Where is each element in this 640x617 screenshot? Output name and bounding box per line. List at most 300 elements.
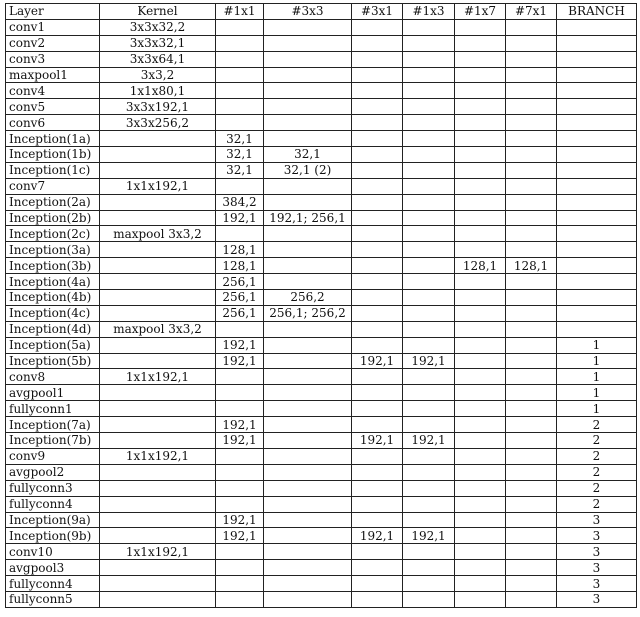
table-cell-layer: conv4 <box>6 83 100 99</box>
table-cell-c1x3 <box>403 51 455 67</box>
table-cell-c3x3 <box>264 51 352 67</box>
table-cell-c3x3 <box>264 337 352 353</box>
table-cell-c1x1: 384,2 <box>216 194 264 210</box>
table-cell-branch: 2 <box>557 464 637 480</box>
table-cell-c7x1 <box>506 448 557 464</box>
table-cell-c7x1 <box>506 115 557 131</box>
table-cell-c3x1 <box>352 591 403 607</box>
table-cell-c1x1 <box>216 99 264 115</box>
table-cell-c1x7 <box>455 67 506 83</box>
table-cell-c1x7 <box>455 591 506 607</box>
column-header-1x3: #1x3 <box>403 4 455 20</box>
table-row <box>6 83 637 99</box>
table-cell-layer: fullyconn5 <box>6 591 100 607</box>
table-cell-branch: 3 <box>557 512 637 528</box>
table-cell-c3x1 <box>352 448 403 464</box>
table-row <box>6 35 637 51</box>
table-cell-c1x1 <box>216 67 264 83</box>
table-cell-c7x1 <box>506 67 557 83</box>
table-cell-layer: conv5 <box>6 99 100 115</box>
table-cell-kernel <box>100 147 216 163</box>
table-cell-layer: conv6 <box>6 115 100 131</box>
table-cell-c1x1 <box>216 480 264 496</box>
table-cell-c1x1: 256,1 <box>216 274 264 290</box>
table-cell-c1x3 <box>403 401 455 417</box>
table-cell-kernel <box>100 480 216 496</box>
table-cell-c1x1: 192,1 <box>216 337 264 353</box>
table-cell-c3x3 <box>264 35 352 51</box>
table-cell-branch <box>557 210 637 226</box>
table-cell-c1x7 <box>455 226 506 242</box>
table-cell-c1x7 <box>455 417 506 433</box>
table-cell-c3x1 <box>352 496 403 512</box>
table-cell-c3x3 <box>264 258 352 274</box>
table-cell-c7x1 <box>506 242 557 258</box>
table-cell-c1x1: 256,1 <box>216 305 264 321</box>
table-cell-branch: 3 <box>557 576 637 592</box>
table-cell-c1x7 <box>455 83 506 99</box>
table-cell-c1x3 <box>403 560 455 576</box>
table-cell-c3x3 <box>264 178 352 194</box>
table-cell-c1x1 <box>216 385 264 401</box>
table-cell-layer: Inception(1b) <box>6 147 100 163</box>
table-cell-c3x3 <box>264 19 352 35</box>
table-cell-kernel <box>100 512 216 528</box>
table-cell-layer: Inception(9b) <box>6 528 100 544</box>
table-cell-layer: Inception(3a) <box>6 242 100 258</box>
table-cell-branch <box>557 178 637 194</box>
table-cell-c1x3 <box>403 242 455 258</box>
table-cell-branch <box>557 67 637 83</box>
table-cell-c3x1 <box>352 210 403 226</box>
table-cell-branch <box>557 290 637 306</box>
table-cell-c7x1 <box>506 560 557 576</box>
table-cell-c7x1 <box>506 99 557 115</box>
table-cell-c3x3 <box>264 560 352 576</box>
table-cell-c3x1 <box>352 67 403 83</box>
table-cell-c1x3 <box>403 147 455 163</box>
table-cell-c1x1: 256,1 <box>216 290 264 306</box>
table-cell-c3x3: 256,2 <box>264 290 352 306</box>
table-cell-c1x3 <box>403 321 455 337</box>
table-cell-kernel <box>100 417 216 433</box>
table-cell-c1x7 <box>455 385 506 401</box>
table-cell-c1x7 <box>455 51 506 67</box>
table-cell-layer: conv8 <box>6 369 100 385</box>
table-cell-c1x7 <box>455 162 506 178</box>
table-cell-c1x7 <box>455 210 506 226</box>
table-cell-c1x1 <box>216 576 264 592</box>
table-cell-c3x1 <box>352 51 403 67</box>
table-cell-c1x3 <box>403 178 455 194</box>
table-cell-c1x1: 192,1 <box>216 210 264 226</box>
table-cell-c3x3 <box>264 496 352 512</box>
table-cell-c3x1 <box>352 480 403 496</box>
table-cell-c1x7 <box>455 480 506 496</box>
table-cell-c1x7 <box>455 544 506 560</box>
table-cell-kernel <box>100 242 216 258</box>
table-cell-c1x3: 192,1 <box>403 528 455 544</box>
table-cell-c3x3 <box>264 385 352 401</box>
table-row <box>6 19 637 35</box>
table-cell-c3x1 <box>352 385 403 401</box>
table-cell-c3x3: 32,1 (2) <box>264 162 352 178</box>
table-cell-c1x1: 192,1 <box>216 433 264 449</box>
table-cell-layer: conv1 <box>6 19 100 35</box>
table-header-row <box>6 4 637 20</box>
table-cell-c1x3 <box>403 194 455 210</box>
table-cell-c3x3 <box>264 242 352 258</box>
table-cell-c3x1 <box>352 512 403 528</box>
table-cell-c1x3 <box>403 162 455 178</box>
table-cell-kernel <box>100 528 216 544</box>
table-cell-c7x1 <box>506 194 557 210</box>
table-cell-c7x1 <box>506 35 557 51</box>
table-cell-c1x3 <box>403 83 455 99</box>
table-cell-layer: Inception(4a) <box>6 274 100 290</box>
table-cell-c3x3 <box>264 417 352 433</box>
table-cell-branch <box>557 51 637 67</box>
table-cell-c1x7 <box>455 512 506 528</box>
table-cell-c1x3 <box>403 496 455 512</box>
table-cell-c1x7 <box>455 194 506 210</box>
table-cell-c1x1 <box>216 83 264 99</box>
table-cell-c7x1 <box>506 480 557 496</box>
table-cell-c3x3 <box>264 401 352 417</box>
table-cell-layer: conv10 <box>6 544 100 560</box>
column-header-branch: BRANCH <box>557 4 637 20</box>
table-cell-c3x3 <box>264 83 352 99</box>
table-cell-branch: 2 <box>557 433 637 449</box>
table-row <box>6 528 637 544</box>
table-cell-kernel <box>100 305 216 321</box>
table-cell-branch <box>557 147 637 163</box>
table-cell-kernel <box>100 210 216 226</box>
table-cell-c1x3 <box>403 19 455 35</box>
table-cell-c1x1 <box>216 496 264 512</box>
table-row <box>6 417 637 433</box>
table-cell-branch: 3 <box>557 560 637 576</box>
table-cell-branch <box>557 83 637 99</box>
table-row <box>6 496 637 512</box>
table-cell-kernel <box>100 290 216 306</box>
table-cell-c1x1: 128,1 <box>216 242 264 258</box>
table-cell-layer: Inception(2a) <box>6 194 100 210</box>
table-cell-c7x1 <box>506 290 557 306</box>
table-cell-layer: Inception(5b) <box>6 353 100 369</box>
table-cell-layer: conv2 <box>6 35 100 51</box>
table-row <box>6 369 637 385</box>
table-cell-c1x1 <box>216 226 264 242</box>
table-cell-c3x3 <box>264 544 352 560</box>
table-cell-branch: 2 <box>557 496 637 512</box>
table-cell-c3x1 <box>352 115 403 131</box>
table-cell-c1x1: 192,1 <box>216 353 264 369</box>
table-row <box>6 401 637 417</box>
table-cell-c1x7 <box>455 35 506 51</box>
table-cell-kernel <box>100 385 216 401</box>
table-cell-kernel: 1x1x192,1 <box>100 369 216 385</box>
table-cell-c1x3 <box>403 576 455 592</box>
table-cell-c3x3 <box>264 369 352 385</box>
table-row <box>6 242 637 258</box>
table-cell-layer: Inception(4c) <box>6 305 100 321</box>
table-cell-c7x1 <box>506 353 557 369</box>
table-cell-branch: 3 <box>557 591 637 607</box>
column-header-kernel: Kernel <box>100 4 216 20</box>
column-header-7x1: #7x1 <box>506 4 557 20</box>
table-cell-c1x1 <box>216 115 264 131</box>
table-cell-kernel: 3x3x64,1 <box>100 51 216 67</box>
table-cell-kernel <box>100 258 216 274</box>
table-cell-kernel <box>100 464 216 480</box>
table-row <box>6 305 637 321</box>
table-cell-c7x1 <box>506 512 557 528</box>
table-cell-kernel <box>100 194 216 210</box>
table-row <box>6 480 637 496</box>
table-cell-c7x1 <box>506 210 557 226</box>
table-cell-c7x1 <box>506 544 557 560</box>
table-cell-c1x1: 128,1 <box>216 258 264 274</box>
table-cell-kernel: 1x1x192,1 <box>100 178 216 194</box>
table-cell-c7x1 <box>506 83 557 99</box>
table-cell-c1x7 <box>455 337 506 353</box>
table-cell-c1x7 <box>455 576 506 592</box>
table-cell-c3x3 <box>264 528 352 544</box>
table-cell-c3x1 <box>352 162 403 178</box>
table-cell-branch: 1 <box>557 401 637 417</box>
table-row <box>6 258 637 274</box>
table-cell-c1x1 <box>216 591 264 607</box>
table-cell-c1x7 <box>455 321 506 337</box>
table-cell-branch: 1 <box>557 385 637 401</box>
table-cell-c3x3 <box>264 226 352 242</box>
table-row <box>6 178 637 194</box>
table-cell-c3x1 <box>352 417 403 433</box>
table-cell-layer: Inception(7b) <box>6 433 100 449</box>
layer-table <box>5 3 637 608</box>
table-cell-branch <box>557 99 637 115</box>
table-cell-kernel <box>100 337 216 353</box>
table-cell-kernel: 3x3x192,1 <box>100 99 216 115</box>
table-cell-kernel <box>100 560 216 576</box>
table-cell-kernel: 3x3x32,1 <box>100 35 216 51</box>
table-cell-c7x1 <box>506 385 557 401</box>
table-cell-c3x1 <box>352 178 403 194</box>
table-row <box>6 560 637 576</box>
table-cell-c7x1 <box>506 433 557 449</box>
table-cell-c7x1 <box>506 401 557 417</box>
table-cell-c1x1 <box>216 321 264 337</box>
table-cell-c3x1 <box>352 560 403 576</box>
table-cell-kernel: 3x3x32,2 <box>100 19 216 35</box>
table-cell-c3x3 <box>264 321 352 337</box>
table-cell-c1x7 <box>455 19 506 35</box>
table-cell-layer: conv7 <box>6 178 100 194</box>
table-cell-c7x1 <box>506 417 557 433</box>
table-cell-c3x1 <box>352 576 403 592</box>
table-cell-c1x3 <box>403 274 455 290</box>
table-cell-branch <box>557 19 637 35</box>
table-cell-c1x3 <box>403 480 455 496</box>
column-header-1x1: #1x1 <box>216 4 264 20</box>
table-cell-c1x1 <box>216 448 264 464</box>
table-row <box>6 274 637 290</box>
table-row <box>6 131 637 147</box>
table-row <box>6 576 637 592</box>
table-cell-layer: conv3 <box>6 51 100 67</box>
table-cell-c1x3 <box>403 258 455 274</box>
table-cell-c1x7 <box>455 115 506 131</box>
table-cell-c1x1 <box>216 560 264 576</box>
table-cell-c3x3 <box>264 448 352 464</box>
table-row <box>6 321 637 337</box>
table-cell-c7x1 <box>506 274 557 290</box>
table-cell-c3x1 <box>352 194 403 210</box>
table-cell-c3x3 <box>264 433 352 449</box>
table-cell-c3x3: 256,1; 256,2 <box>264 305 352 321</box>
table-cell-layer: Inception(4d) <box>6 321 100 337</box>
table-cell-c1x7 <box>455 274 506 290</box>
table-cell-c3x1 <box>352 19 403 35</box>
table-row <box>6 464 637 480</box>
table-cell-branch <box>557 274 637 290</box>
table-cell-c1x3 <box>403 417 455 433</box>
table-cell-c7x1 <box>506 162 557 178</box>
table-row <box>6 544 637 560</box>
table-cell-c3x3 <box>264 512 352 528</box>
table-cell-c1x1 <box>216 19 264 35</box>
table-cell-c3x3 <box>264 576 352 592</box>
table-row <box>6 337 637 353</box>
table-cell-c3x1 <box>352 99 403 115</box>
table-cell-layer: maxpool1 <box>6 67 100 83</box>
table-cell-branch <box>557 131 637 147</box>
table-cell-c3x1 <box>352 226 403 242</box>
table-cell-kernel: maxpool 3x3,2 <box>100 321 216 337</box>
table-cell-c1x3 <box>403 305 455 321</box>
table-cell-layer: fullyconn4 <box>6 496 100 512</box>
table-cell-kernel: 3x3x256,2 <box>100 115 216 131</box>
table-cell-c1x3 <box>403 115 455 131</box>
table-cell-c7x1 <box>506 337 557 353</box>
table-cell-c1x7 <box>455 147 506 163</box>
table-cell-kernel <box>100 162 216 178</box>
table-cell-c3x1: 192,1 <box>352 353 403 369</box>
table-cell-c1x3 <box>403 512 455 528</box>
table-cell-c7x1 <box>506 178 557 194</box>
table-cell-c1x3 <box>403 210 455 226</box>
table-cell-c1x3 <box>403 385 455 401</box>
table-cell-c7x1 <box>506 131 557 147</box>
column-header-3x1: #3x1 <box>352 4 403 20</box>
table-row <box>6 591 637 607</box>
table-cell-layer: conv9 <box>6 448 100 464</box>
table-cell-c7x1 <box>506 321 557 337</box>
table-cell-layer: Inception(1a) <box>6 131 100 147</box>
table-cell-branch <box>557 194 637 210</box>
table-cell-c1x3 <box>403 67 455 83</box>
table-cell-c1x1: 192,1 <box>216 512 264 528</box>
table-cell-c3x1 <box>352 258 403 274</box>
table-cell-layer: fullyconn4 <box>6 576 100 592</box>
table-cell-kernel <box>100 353 216 369</box>
table-cell-c1x7 <box>455 178 506 194</box>
table-cell-c3x3 <box>264 591 352 607</box>
table-cell-c7x1 <box>506 147 557 163</box>
table-cell-c3x1 <box>352 274 403 290</box>
table-cell-c7x1 <box>506 226 557 242</box>
table-cell-c1x1: 32,1 <box>216 162 264 178</box>
table-cell-c1x7 <box>455 401 506 417</box>
table-cell-c7x1 <box>506 464 557 480</box>
table-cell-c1x7 <box>455 528 506 544</box>
table-cell-c3x3 <box>264 99 352 115</box>
table-cell-c1x1 <box>216 544 264 560</box>
table-cell-c3x3 <box>264 131 352 147</box>
table-cell-c1x1 <box>216 35 264 51</box>
table-row <box>6 162 637 178</box>
table-cell-kernel: 1x1x192,1 <box>100 544 216 560</box>
table-cell-c1x7 <box>455 353 506 369</box>
table-cell-c1x1 <box>216 178 264 194</box>
table-cell-layer: Inception(3b) <box>6 258 100 274</box>
table-cell-c1x3 <box>403 337 455 353</box>
table-cell-c7x1 <box>506 528 557 544</box>
table-cell-kernel <box>100 274 216 290</box>
table-row <box>6 433 637 449</box>
table-cell-c3x1 <box>352 321 403 337</box>
table-cell-branch <box>557 162 637 178</box>
table-cell-layer: fullyconn3 <box>6 480 100 496</box>
table-cell-c1x7 <box>455 305 506 321</box>
table-cell-layer: Inception(9a) <box>6 512 100 528</box>
table-row <box>6 448 637 464</box>
table-cell-c1x3: 192,1 <box>403 433 455 449</box>
table-row <box>6 290 637 306</box>
table-cell-c1x3 <box>403 464 455 480</box>
column-header-1x7: #1x7 <box>455 4 506 20</box>
table-cell-c1x3 <box>403 99 455 115</box>
column-header-3x3: #3x3 <box>264 4 352 20</box>
table-cell-c1x3 <box>403 591 455 607</box>
table-cell-branch: 3 <box>557 544 637 560</box>
table-cell-layer: Inception(1c) <box>6 162 100 178</box>
table-cell-c3x3 <box>264 464 352 480</box>
table-cell-kernel <box>100 591 216 607</box>
table-cell-layer: Inception(2b) <box>6 210 100 226</box>
table-cell-kernel: 3x3,2 <box>100 67 216 83</box>
table-cell-branch: 1 <box>557 369 637 385</box>
table-cell-c3x1: 192,1 <box>352 433 403 449</box>
table-cell-c3x1 <box>352 369 403 385</box>
table-cell-kernel <box>100 496 216 512</box>
table-row <box>6 226 637 242</box>
table-cell-c3x1 <box>352 337 403 353</box>
table-row <box>6 385 637 401</box>
table-cell-c3x3 <box>264 274 352 290</box>
table-cell-branch <box>557 305 637 321</box>
table-cell-c1x1 <box>216 464 264 480</box>
table-cell-layer: avgpool3 <box>6 560 100 576</box>
table-cell-c1x7 <box>455 131 506 147</box>
table-cell-c3x1 <box>352 401 403 417</box>
table-cell-c1x7 <box>455 290 506 306</box>
table-cell-c1x3 <box>403 544 455 560</box>
column-header-layer: Layer <box>6 4 100 20</box>
table-cell-c1x7 <box>455 433 506 449</box>
table-cell-c1x7 <box>455 560 506 576</box>
